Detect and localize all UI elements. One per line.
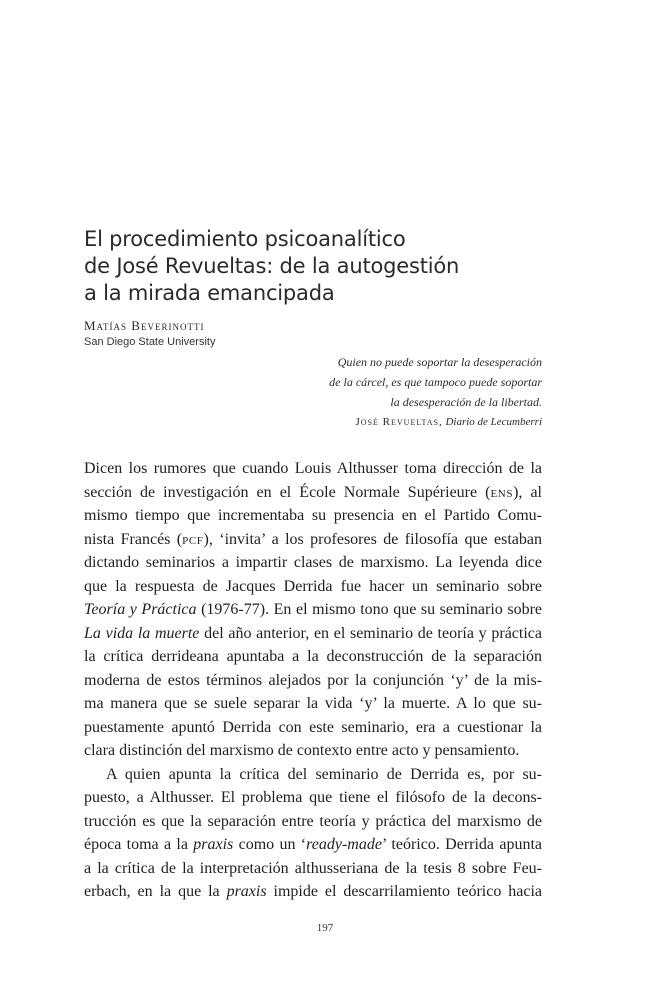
body-line: clara distinción del marxismo de contexto entre acto y pensamiento. xyxy=(84,742,520,759)
body-line: a la crítica de la interpretación althusseriana de la tesis 8 sobre Feu- xyxy=(84,859,542,877)
italic-title: Teoría y Práctica xyxy=(84,601,197,618)
text-run: ), ‘invita’ a los profesores de filosofía que estaban xyxy=(203,530,542,548)
body-line xyxy=(84,481,542,505)
text-run: del año anterior, en el seminario de teoría y práctica xyxy=(199,624,542,642)
body-line: que la respuesta de Jacques Derrida fue hacer un seminario sobre xyxy=(84,577,542,595)
text-run: (1976-77). En el mismo tono que su seminario sobre xyxy=(196,601,542,618)
body-text xyxy=(84,457,542,904)
body-line: puesto, a Althusser. El problema que tiene el filósofo de la decons- xyxy=(84,789,542,806)
italic-term: ready-made xyxy=(306,836,382,853)
text-run: ’ teórico. Derrida apunta xyxy=(381,836,543,853)
italic-term: praxis xyxy=(193,836,234,853)
epigraph-line: Quien no puede soportar la desesperación xyxy=(337,355,542,369)
body-line: trucción es que la separación entre teoría y práctica del marxismo de xyxy=(84,812,542,830)
acronym: ens xyxy=(490,483,514,501)
italic-term: praxis xyxy=(226,883,267,900)
epigraph-line: la desesperación de la libertad. xyxy=(390,395,542,409)
body-line: ma manera que se suele separar la vida ‘y’ la muerte. A lo que su- xyxy=(84,695,542,712)
body-line: A quien apunta la crítica del seminario de Derrida es, por su- xyxy=(106,765,542,783)
body-line: la crítica derrideana apuntaba a la deconstrucción de la separación xyxy=(84,648,542,665)
acronym: pcf xyxy=(182,530,204,548)
body-line: moderna de estos términos alejados por la conjunción ‘y’ de la mis- xyxy=(84,671,542,689)
epigraph xyxy=(242,352,542,412)
italic-title: La vida la muerte xyxy=(84,624,200,642)
title-line: de José Revueltas: de la autogestión xyxy=(84,254,460,278)
text-run: nista Francés ( xyxy=(84,530,183,548)
text-run: sección de investigación en el École Normale Supérieure ( xyxy=(84,483,491,501)
author-affiliation: San Diego State University xyxy=(84,336,216,348)
text-run: ), al xyxy=(513,483,543,501)
text-run: como un ‘ xyxy=(233,836,307,853)
epigraph-attribution xyxy=(356,416,542,428)
body-line: mismo tiempo que incrementaba su presencia en el Partido Comu- xyxy=(84,507,542,524)
article-title xyxy=(84,226,564,307)
author-name: Matías Beverinotti xyxy=(84,318,205,333)
epigraph-author: José Revueltas, xyxy=(355,416,443,428)
epigraph-source: Diario de Lecumberri xyxy=(445,416,542,428)
body-line xyxy=(84,528,542,552)
text-run: erbach, en la que la xyxy=(84,883,227,900)
body-line: Dicen los rumores que cuando Louis Althusser toma dirección de la xyxy=(84,460,542,477)
text-run: época toma a la xyxy=(84,836,194,853)
body-line: puestamente apuntó Derrida con este seminario, era a cuestionar la xyxy=(84,718,542,736)
body-line xyxy=(84,622,542,646)
body-line xyxy=(84,833,542,857)
body-line: dictando seminarios a impartir clases de marxismo. La leyenda dice xyxy=(84,554,542,571)
title-line: El procedimiento psicoanalítico xyxy=(84,227,406,251)
title-line: a la mirada emancipada xyxy=(84,281,335,305)
body-line xyxy=(84,598,542,622)
page-number: 197 xyxy=(316,922,334,934)
epigraph-line: de la cárcel, es que tampoco puede soportar xyxy=(329,375,542,389)
body-line xyxy=(84,880,542,904)
text-run: impide el descarrilamiento teórico hacia xyxy=(266,883,542,900)
